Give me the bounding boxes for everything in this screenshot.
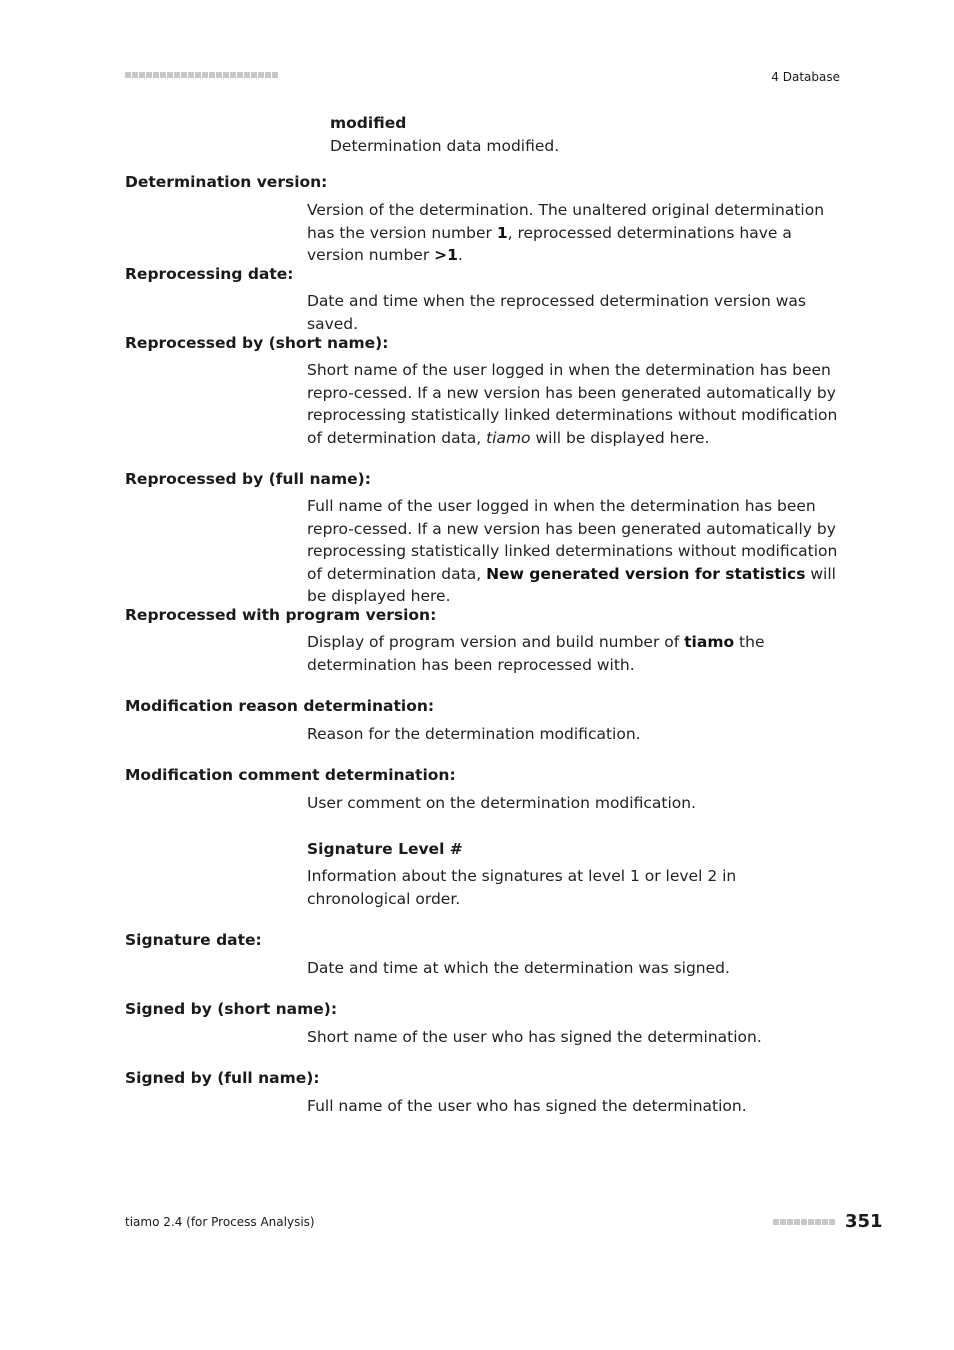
signed-by-short-name-description: Short name of the user who has signed the determination. <box>307 1028 762 1046</box>
signed-by-full-name-description: Full name of the user who has signed the determination. <box>307 1097 747 1115</box>
modification-comment-label: Modification comment determination: <box>125 766 456 784</box>
footer-decoration <box>773 1219 835 1225</box>
modification-comment-description: User comment on the determination modification. <box>307 794 696 812</box>
reprocessed-by-short-name-label: Reprocessed by (short name): <box>125 334 389 352</box>
reprocessing-date-label: Reprocessing date: <box>125 265 294 283</box>
page-number: 351 <box>845 1211 883 1232</box>
modification-reason-description: Reason for the determination modification. <box>307 725 641 743</box>
determination-version-label: Determination version: <box>125 173 328 191</box>
signature-level-heading: Signature Level # <box>307 840 463 858</box>
reprocessed-with-program-version-label: Reprocessed with program version: <box>125 606 437 624</box>
modification-reason-label: Modification reason determination: <box>125 697 435 715</box>
footer-product-name: tiamo 2.4 (for Process Analysis) <box>125 1215 315 1229</box>
modified-item <box>330 113 845 157</box>
signature-date-label: Signature date: <box>125 931 262 949</box>
signature-date-description: Date and time at which the determination was signed. <box>307 959 730 977</box>
reprocessed-by-full-name-label: Reprocessed by (full name): <box>125 470 371 488</box>
modified-title: modified <box>330 114 407 132</box>
reprocessing-date-description: Date and time when the reprocessed determination version was saved. <box>307 292 806 333</box>
chapter-title: 4 Database <box>771 70 840 84</box>
reprocessed-with-program-version-description: Display of program version and build number of tiamo the determination has been reprocessed with. <box>307 633 765 674</box>
reprocessed-by-short-name-description: Short name of the user logged in when the determination has been repro-cessed. If a new version has been generated automatically by reprocessing statistically linked determinations without modification of determination data, tiamo will be displayed here. <box>307 361 838 447</box>
modified-description: Determination data modified. <box>330 137 560 155</box>
reprocessed-by-full-name-description: Full name of the user logged in when the determination has been repro-cessed. If a new version has been generated automatically by reprocessing statistically linked determinations without modification of determination data, New generated version for statistics will be displayed here. <box>307 497 838 605</box>
signed-by-short-name-label: Signed by (short name): <box>125 1000 338 1018</box>
signature-level-description: Information about the signatures at level 1 or level 2 in chronological order. <box>307 867 737 908</box>
determination-version-description: Version of the determination. The unaltered original determination has the version number 1, reprocessed determinations have a version number >1. <box>307 201 825 264</box>
signed-by-full-name-label: Signed by (full name): <box>125 1069 320 1087</box>
header-decoration <box>125 72 278 78</box>
